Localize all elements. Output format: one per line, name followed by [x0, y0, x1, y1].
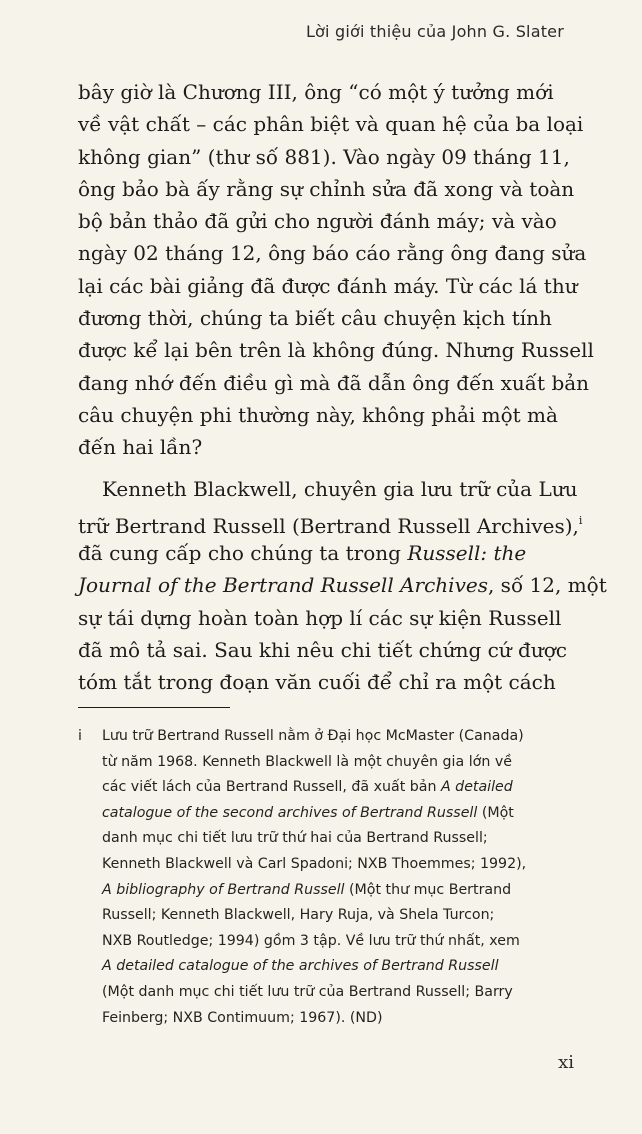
- footnote-line: [78, 954, 578, 980]
- text-line: đương thời, chúng ta biết câu chuyện kịch tính: [78, 306, 552, 331]
- footnote-line: Lưu trữ Bertrand Russell nằm ở Đại học McMaster (Canada): [102, 728, 524, 744]
- book-title: A detailed catalogue of the archives of Bertrand Russell: [102, 958, 499, 975]
- text-segment: (Một: [477, 804, 514, 821]
- footnote-line: [78, 775, 578, 801]
- text-segment: (Một thư mục Bertrand: [344, 881, 512, 898]
- text-line: ngày 02 tháng 12, ông báo cáo rằng ông đang sửa: [78, 241, 587, 266]
- text-line: câu chuyện phi thường này, không phải một mà: [78, 402, 558, 427]
- footnote-line: Kenneth Blackwell và Carl Spadoni; NXB Thoemmes; 1992),: [102, 855, 527, 872]
- paragraph-2: [78, 473, 607, 699]
- footnote-marker: i: [78, 728, 82, 744]
- footnote-reference[interactable]: i: [578, 513, 583, 527]
- book-title: catalogue of the second archives of Bertrand Russell: [102, 804, 478, 821]
- page-number: xi: [558, 1052, 574, 1073]
- text-line: [78, 569, 607, 601]
- text-line: đến hai lần?: [78, 435, 203, 460]
- text-line: được kể lại bên trên là không đúng. Nhưng Russell: [78, 338, 594, 363]
- footnote-line: từ năm 1968. Kenneth Blackwell là một chuyên gia lớn về: [102, 753, 512, 770]
- text-line: lại các bài giảng đã được đánh máy. Từ các lá thư: [78, 273, 578, 298]
- footnote-line: Russell; Kenneth Blackwell, Hary Ruja, và Shela Turcon;: [102, 907, 495, 924]
- text-segment: trữ Bertrand Russell (Bertrand Russell Archives),: [78, 513, 579, 538]
- footnote-line: NXB Routledge; 1994) gồm 3 tập. Về lưu trữ thứ nhất, xem: [102, 932, 520, 949]
- footnote-line: [78, 878, 578, 904]
- text-line: ông bảo bà ấy rằng sự chỉnh sửa đã xong và toàn: [78, 176, 575, 201]
- journal-title: Journal of the Bertrand Russell Archives: [78, 573, 488, 598]
- footnote-line: Feinberg; NXB Contimuum; 1967). (ND): [102, 1009, 383, 1026]
- text-segment: , số 12, một: [487, 573, 607, 598]
- text-segment: đã cung cấp cho chúng ta trong: [78, 541, 408, 566]
- text-segment: các viết lách của Bertrand Russell, đã xuất bản: [102, 779, 441, 796]
- text-line: [78, 505, 583, 538]
- footnote-line: danh mục chi tiết lưu trữ thứ hai của Bertrand Russell;: [102, 830, 488, 847]
- book-title: A detailed: [440, 779, 513, 796]
- text-line: sự tái dựng hoàn toàn hợp lí các sự kiện Russell: [78, 605, 562, 630]
- footnote-line: (Một danh mục chi tiết lưu trữ của Bertrand Russell; Barry: [102, 983, 513, 1000]
- text-line: đang nhớ đến điều gì mà đã dẫn ông đến xuất bản: [78, 370, 590, 395]
- footnote-line: [78, 801, 578, 827]
- text-line: tóm tắt trong đoạn văn cuối để chỉ ra một cách: [78, 670, 556, 695]
- book-title: A bibliography of Bertrand Russell: [102, 881, 345, 898]
- body-text: [78, 76, 607, 699]
- paragraph-1: [78, 76, 594, 464]
- text-line: bây giờ là Chương III, ông “có một ý tưởng mới: [78, 80, 554, 104]
- text-line: Kenneth Blackwell, chuyên gia lưu trữ của Lưu: [102, 476, 578, 501]
- text-line: về vật chất – các phân biệt và quan hệ của ba loại: [78, 112, 584, 137]
- text-line: đã mô tả sai. Sau khi nêu chi tiết chứng cứ được: [78, 638, 567, 663]
- text-line: không gian” (thư số 881). Vào ngày 09 tháng 11,: [78, 144, 570, 169]
- footnote-divider: [78, 707, 230, 708]
- journal-title: Russell: the: [407, 541, 527, 566]
- footnote: [78, 724, 578, 1031]
- running-header: Lời giới thiệu của John G. Slater: [305, 22, 564, 41]
- text-line: bộ bản thảo đã gửi cho người đánh máy; và vào: [78, 209, 557, 234]
- text-line: [78, 537, 578, 569]
